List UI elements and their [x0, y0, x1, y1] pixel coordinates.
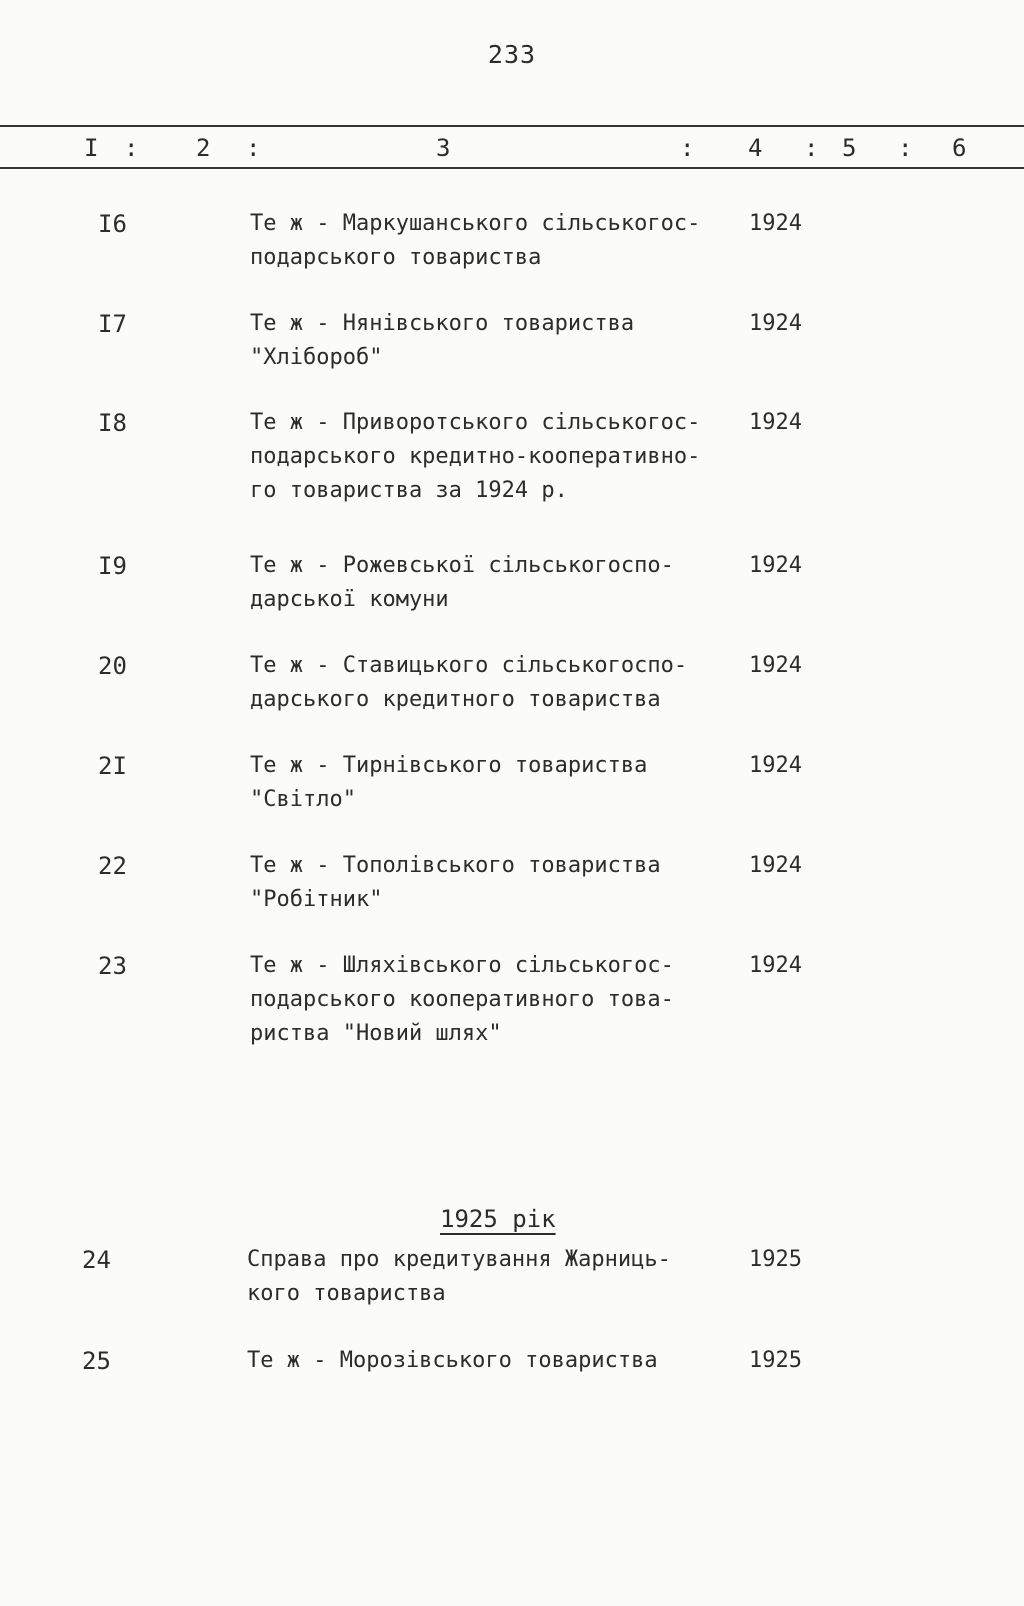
entry-year: 1924 — [749, 753, 802, 778]
header-rule-bottom — [0, 167, 1024, 169]
entry-year: 1925 — [749, 1348, 802, 1373]
entry-number: 22 — [98, 852, 127, 880]
entry-description: Те ж - Тирнівського товариства "Світло" — [250, 753, 648, 812]
entry-number: I7 — [98, 310, 127, 338]
entry-description: Те ж - Нянівського товариства "Хлібороб" — [250, 311, 635, 370]
header-col-6: 6 — [952, 134, 967, 162]
header-col-2: 2 — [196, 134, 211, 162]
entry-year: 1924 — [749, 853, 802, 878]
header-sep-2: : — [246, 134, 261, 162]
header-sep-3: : — [680, 134, 695, 162]
entry-year: 1924 — [749, 311, 802, 336]
entry-description: Справа про кредитування Жарниць- кого товариства — [247, 1247, 671, 1306]
header-col-4: 4 — [748, 134, 763, 162]
entry-year: 1925 — [749, 1247, 802, 1272]
entry-year: 1924 — [749, 553, 802, 578]
page-number: 233 — [487, 40, 537, 69]
entry-number: 20 — [98, 652, 127, 680]
entry-number: I6 — [98, 210, 127, 238]
entry-number: 25 — [82, 1347, 111, 1375]
header-sep-4: : — [804, 134, 819, 162]
entry-year: 1924 — [749, 211, 802, 236]
entry-description: Те ж - Морозівського товариства — [247, 1348, 658, 1373]
entry-description: Те ж - Шляхівського сільськогос- подарського кооперативного това- риства "Новий шлях" — [250, 953, 674, 1046]
entry-number: 24 — [82, 1246, 111, 1274]
entry-description: Те ж - Рожевської сільськогоспо- дарської комуни — [250, 553, 674, 612]
entry-number: 23 — [98, 952, 127, 980]
header-col-5: 5 — [842, 134, 857, 162]
entry-description: Те ж - Приворотського сільськогос- подарського кредитно-кооперативно- го товариства за 1924 р. — [250, 410, 701, 503]
entry-year: 1924 — [749, 953, 802, 978]
header-sep-1: : — [124, 134, 139, 162]
header-sep-5: : — [898, 134, 913, 162]
header-col-3: 3 — [436, 134, 451, 162]
entry-year: 1924 — [749, 653, 802, 678]
entry-number: I9 — [98, 552, 127, 580]
header-col-1: I — [84, 134, 99, 162]
entry-year: 1924 — [749, 410, 802, 435]
entry-number: 2I — [98, 752, 127, 780]
entry-description: Те ж - Тополівського товариства "Робітник" — [250, 853, 661, 912]
entry-number: I8 — [98, 409, 127, 437]
entry-description: Те ж - Ставицького сільськогоспо- дарського кредитного товариства — [250, 653, 688, 712]
header-rule-top — [0, 125, 1024, 127]
section-heading-1925: 1925 рік — [440, 1205, 556, 1233]
entry-description: Те ж - Маркушанського сільськогос- подарського товариства — [250, 211, 701, 270]
